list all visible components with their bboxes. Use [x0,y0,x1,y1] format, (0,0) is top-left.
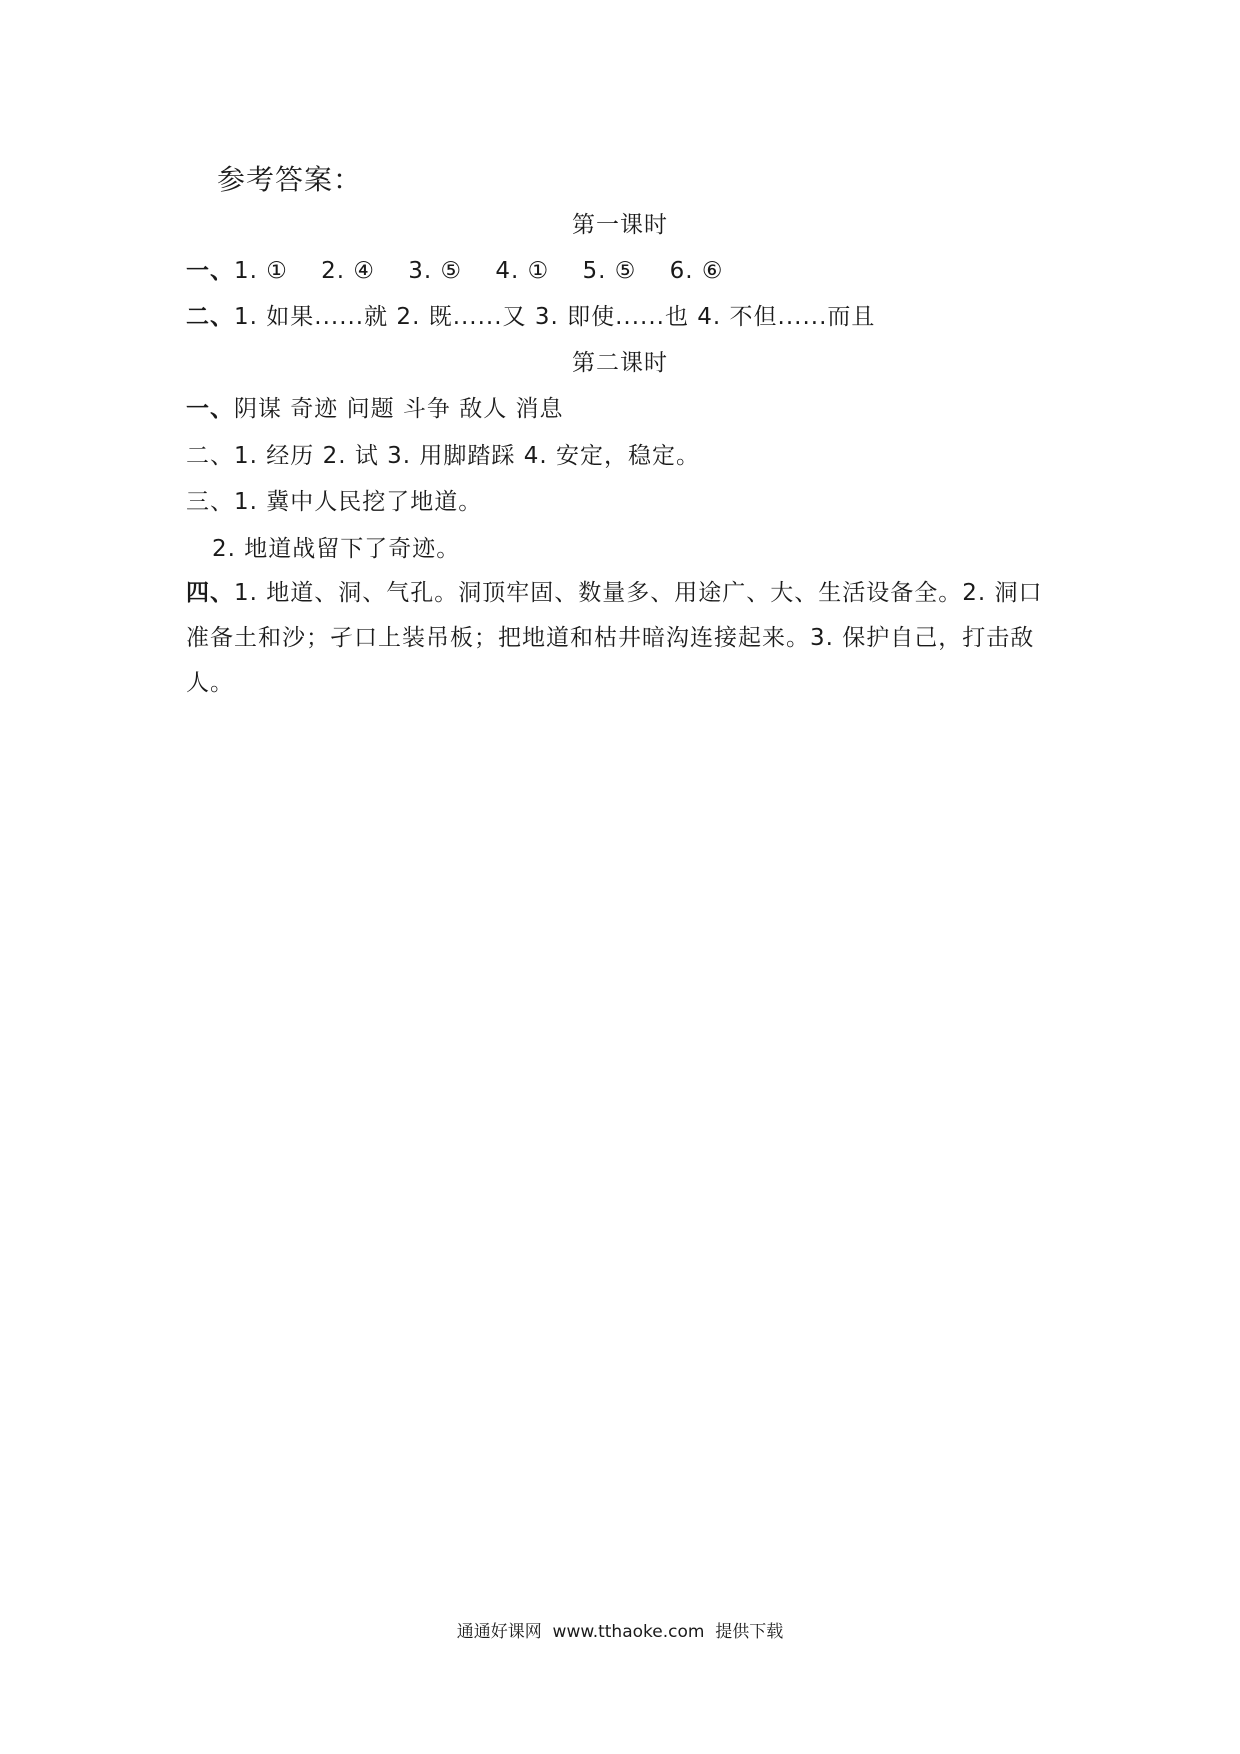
lesson-2-question-4 [186,571,1056,706]
lesson-2-question-3-item-2: 2. 地道战留下了奇迹。 [212,536,461,562]
lesson-2-title: 第二课时 [572,350,668,376]
question-label: 二、 [186,304,234,330]
question-answer: 1. 冀中人民挖了地道。 [234,489,483,515]
question-answer: 1. 经历 2. 试 3. 用脚踏踩 4. 安定，稳定。 [234,443,700,469]
question-answer: 1. ① 2. ④ 3. ⑤ 4. ① 5. ⑤ 6. ⑥ [234,258,724,284]
question-answer: 阴谋 奇迹 问题 斗争 敌人 消息 [234,396,564,422]
question-label: 四、 [186,580,234,606]
question-answer: 1. 地道、洞、气孔。洞顶牢固、数量多、用途广、大、生活设备全。2. 洞口准备土和沙；孑口上装吊板；把地道和枯井暗沟连接起来。3. 保护自己，打击敌人。 [186,580,1043,696]
page-heading: 参考答案： [217,163,363,196]
question-label: 一、 [186,396,234,422]
footer-source: 通通好课网 www.tthaoke.com 提供下载 [456,1622,784,1642]
lesson-2-question-3 [186,486,482,518]
lesson-1-title: 第一课时 [572,212,668,238]
question-answer: 1. 如果......就 2. 既......又 3. 即使......也 4. 不但......而且 [234,304,876,330]
lesson-2-question-1 [186,393,564,425]
lesson-2-question-2 [186,440,700,472]
question-label: 三、 [186,489,234,515]
question-label: 二、 [186,443,234,469]
lesson-1-question-2 [186,301,875,333]
lesson-1-question-1 [186,255,723,287]
question-label: 一、 [186,258,234,284]
